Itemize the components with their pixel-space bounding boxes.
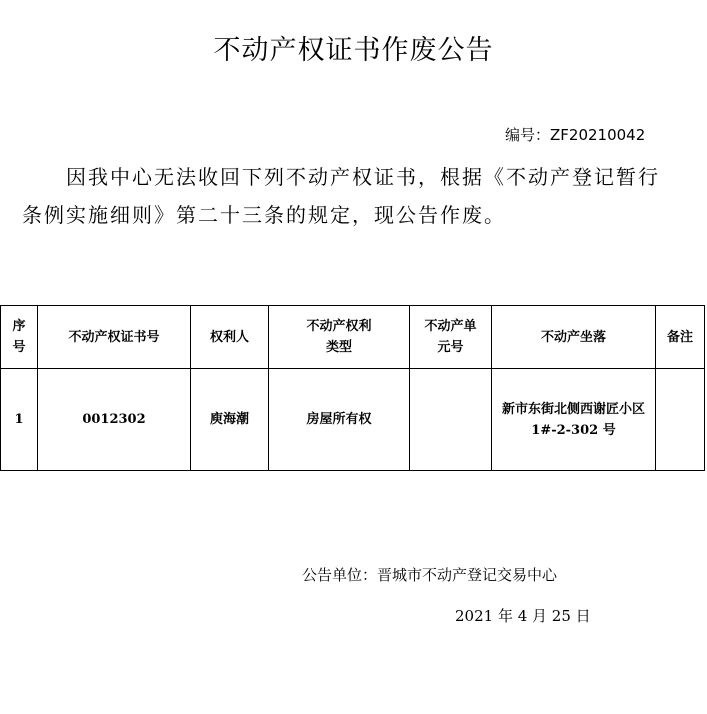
header-location: 不动产坐落 [492,306,656,369]
header-certificate-number: 不动产权证书号 [38,306,191,369]
header-right-holder: 权利人 [191,306,269,369]
header-serial: 序号 [1,306,38,369]
header-remarks: 备注 [656,306,705,369]
cell-location: 新市东街北侧西谢匠小区 1#-2-302 号 [492,369,656,471]
header-unit-number: 不动产单元号 [410,306,492,369]
certificate-table [0,305,705,471]
table-header-row [1,306,705,369]
cell-serial: 1 [1,369,38,471]
notice-title: 不动产权证书作废公告 [213,35,494,66]
notice-number: 编号：ZF20210042 [505,126,646,144]
table-row [1,369,705,471]
cell-unit-number [410,369,492,471]
issuer: 公告单位：晋城市不动产登记交易中心 [302,566,558,584]
issue-date: 2021 年 4 月 25 日 [455,607,591,625]
cell-right-type: 房屋所有权 [269,369,410,471]
notice-body [22,158,672,234]
cell-certificate-number: 0012302 [38,369,191,471]
cell-remarks [656,369,705,471]
cell-right-holder: 庾海潮 [191,369,269,471]
header-right-type: 不动产权利类型 [269,306,410,369]
notice-body-text: 因我中心无法收回下列不动产权证书，根据《不动产登记暂行条例实施细则》第二十三条的规定，现公告作废。 [22,165,660,227]
